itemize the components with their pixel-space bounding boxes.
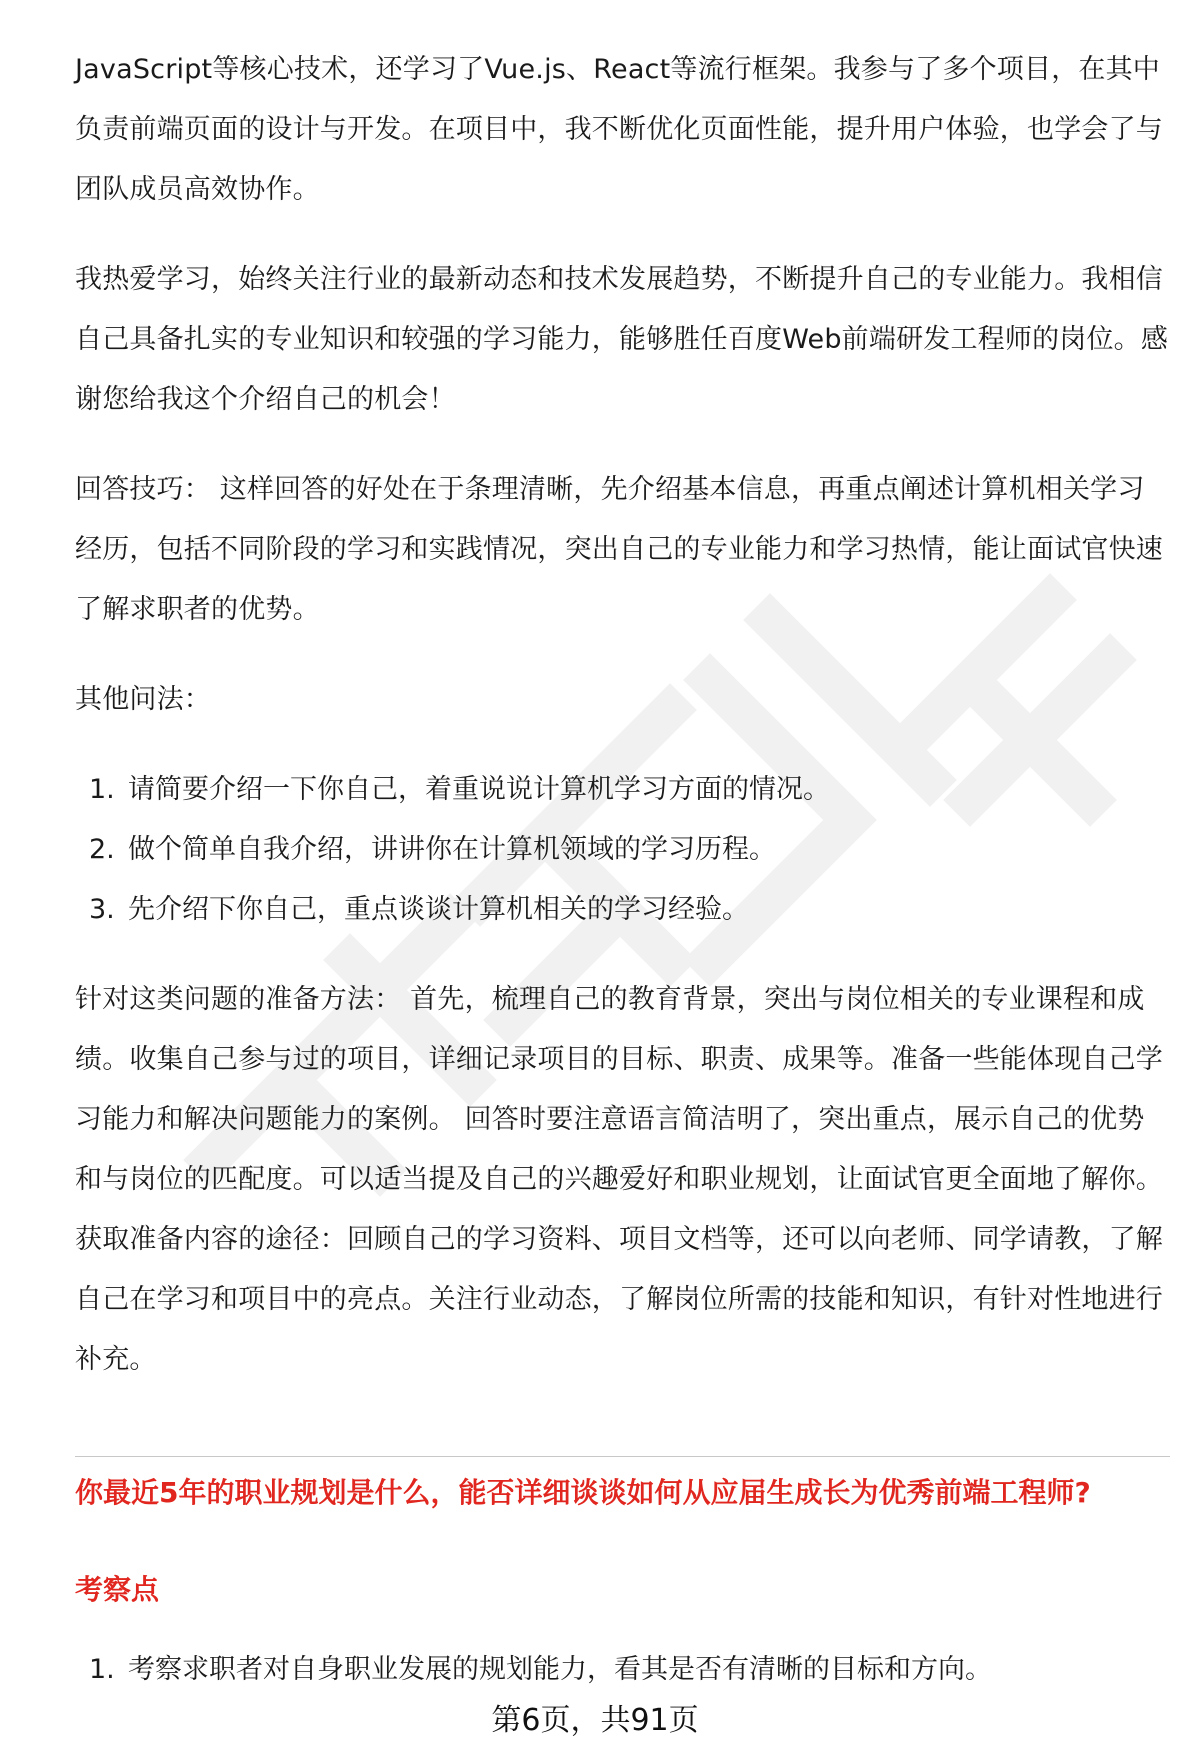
paragraph-tech-experience: JavaScript等核心技术，还学习了Vue.js、React等流行框架。我参与了多个项目，在其中负责前端页面的设计与开发。在项目中，我不断优化页面性能，提升用户体验，也学会了与团队成员高效协作。	[75, 54, 1163, 205]
section-divider	[75, 1456, 1170, 1457]
page-footer: 第6页，共91页	[491, 1703, 699, 1738]
list-text: 请简要介绍一下你自己，着重说说计算机学习方面的情况。	[128, 774, 830, 805]
list-item	[75, 760, 1170, 820]
paragraph-other-questions-label: 其他问法：	[75, 684, 211, 715]
paragraph-answer-tips: 回答技巧： 这样回答的好处在于条理清晰，先介绍基本信息，再重点阐述计算机相关学习经历，包括不同阶段的学习和实践情况，突出自己的专业能力和学习热情，能让面试官快速了解求职者的优势。	[75, 474, 1163, 625]
list-number: 1.	[89, 774, 115, 805]
other-questions-list	[75, 760, 1170, 940]
list-number: 2.	[89, 834, 115, 865]
paragraph-learning-passion: 我热爱学习，始终关注行业的最新动态和技术发展趋势，不断提升自己的专业能力。我相信自己具备扎实的专业知识和较强的学习能力，能够胜任百度Web前端研发工程师的岗位。感谢您给我这个介绍自己的机会！	[75, 264, 1169, 415]
paragraph-preparation-methods: 针对这类问题的准备方法： 首先，梳理自己的教育背景，突出与岗位相关的专业课程和成绩。收集自己参与过的项目，详细记录项目的目标、职责、成果等。准备一些能体现自己学习能力和解决问题能力的案例。 回答时要注意语言简洁明了，突出重点，展示自己的优势和与岗位的匹配度。可以适当提及自己的兴趣爱好和职业规划，让面试官更全面地了解你。 获取准备内容的途径：回顾自己的学习资料、项目文档等，还可以向老师、同学请教，了解自己在学习和项目中的亮点。关注行业动态，了解岗位所需的技能和知识，有针对性地进行补充。	[75, 984, 1163, 1375]
list-text: 先介绍下你自己，重点谈谈计算机相关的学习经验。	[128, 894, 749, 925]
list-text: 考察求职者对自身职业发展的规划能力，看其是否有清晰的目标和方向。	[128, 1654, 992, 1685]
list-number: 1.	[89, 1654, 115, 1685]
list-item	[75, 880, 1170, 940]
list-number: 3.	[89, 894, 115, 925]
list-text: 做个简单自我介绍，讲讲你在计算机领域的学习历程。	[128, 834, 776, 865]
question-title: 你最近5年的职业规划是什么，能否详细谈谈如何从应届生成长为优秀前端工程师?	[75, 1476, 1091, 1509]
assessment-points-list	[75, 1640, 1170, 1700]
list-item	[75, 820, 1170, 880]
section-label: 考察点	[75, 1573, 160, 1606]
list-item	[75, 1640, 1170, 1700]
